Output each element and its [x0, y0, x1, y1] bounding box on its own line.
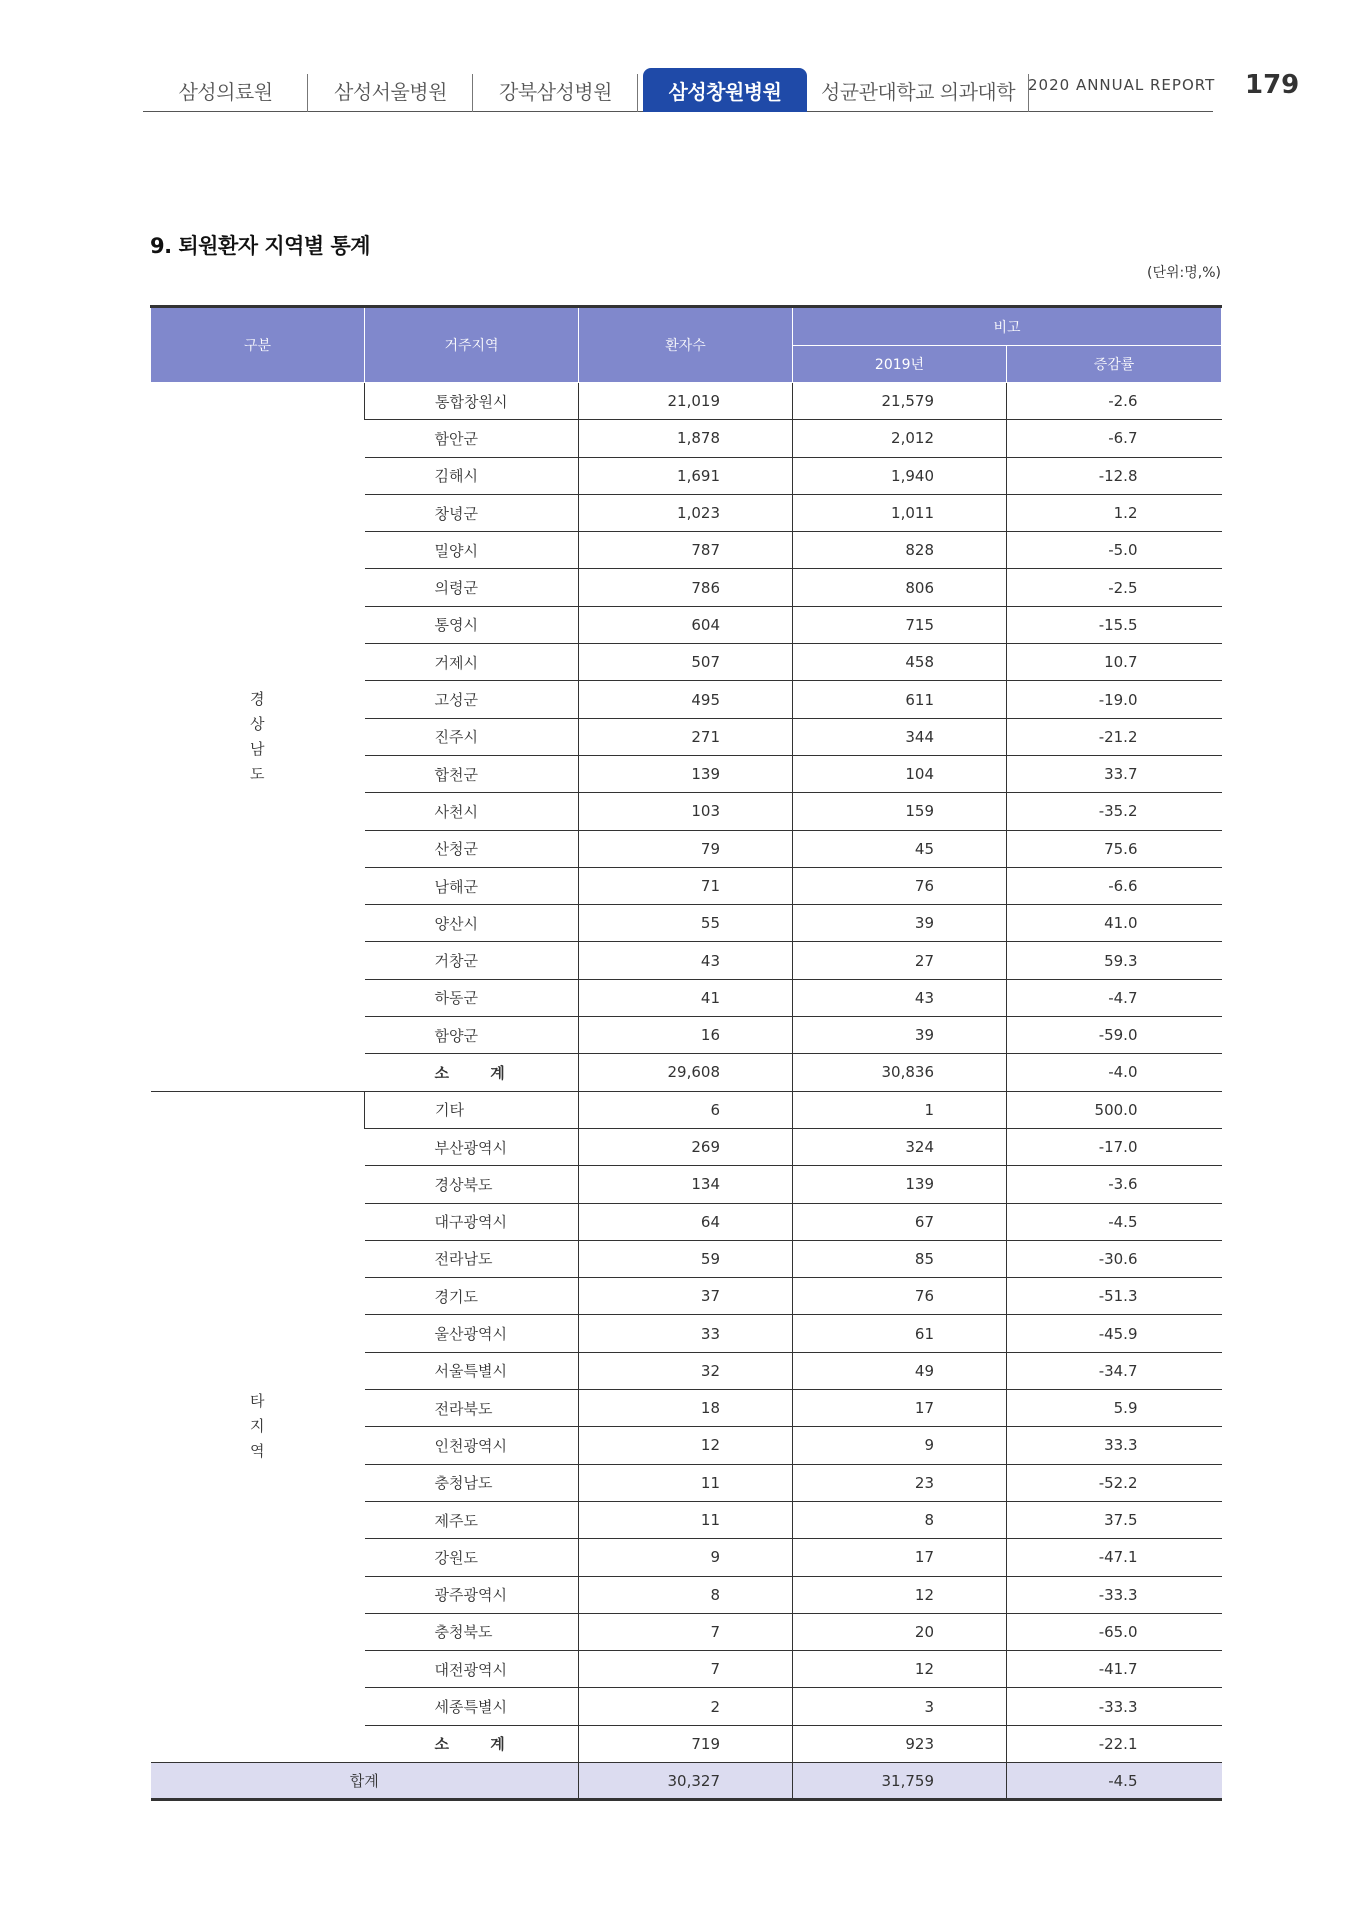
rate-cell: 75.6 [1007, 830, 1222, 867]
rate-cell: -12.8 [1007, 457, 1222, 494]
table-row [151, 383, 1222, 420]
rate-cell: -45.9 [1007, 1315, 1222, 1352]
subtotal-patients: 29,608 [579, 1054, 793, 1091]
region-cell: 부산광역시 [365, 1128, 579, 1165]
region-cell: 통합창원시 [365, 383, 579, 420]
prev-year-cell: 458 [793, 644, 1007, 681]
rate-cell: 33.3 [1007, 1427, 1222, 1464]
rate-cell: -6.7 [1007, 420, 1222, 457]
rate-cell: 5.9 [1007, 1390, 1222, 1427]
rate-cell: -30.6 [1007, 1240, 1222, 1277]
rate-cell: -2.5 [1007, 569, 1222, 606]
region-cell: 거창군 [365, 942, 579, 979]
rate-cell: -19.0 [1007, 681, 1222, 718]
prev-year-cell: 828 [793, 532, 1007, 569]
region-cell: 경기도 [365, 1278, 579, 1315]
tab-label: 강북삼성병원 [499, 79, 612, 104]
region-cell: 기타 [365, 1091, 579, 1128]
header-patients: 환자수 [579, 307, 793, 383]
patients-cell: 9 [579, 1539, 793, 1576]
header-region: 거주지역 [365, 307, 579, 383]
prev-year-cell: 39 [793, 1017, 1007, 1054]
rate-cell: -4.5 [1007, 1203, 1222, 1240]
header-compare: 비고 [793, 307, 1222, 346]
patients-cell: 11 [579, 1501, 793, 1538]
patients-cell: 786 [579, 569, 793, 606]
prev-year-cell: 67 [793, 1203, 1007, 1240]
patients-cell: 787 [579, 532, 793, 569]
rate-cell: -51.3 [1007, 1278, 1222, 1315]
patients-cell: 33 [579, 1315, 793, 1352]
total-row [151, 1762, 1222, 1799]
tab-samsung-medical-center[interactable] [143, 68, 308, 112]
region-cell: 울산광역시 [365, 1315, 579, 1352]
subtotal-label: 소 계 [365, 1725, 579, 1762]
prev-year-cell: 159 [793, 793, 1007, 830]
rate-cell: -15.5 [1007, 606, 1222, 643]
header-category: 구분 [151, 307, 365, 383]
region-cell: 함양군 [365, 1017, 579, 1054]
tab-samsung-changwon-hospital[interactable] [643, 68, 807, 112]
prev-year-cell: 76 [793, 867, 1007, 904]
prev-year-cell: 76 [793, 1278, 1007, 1315]
region-cell: 인천광역시 [365, 1427, 579, 1464]
prev-year-cell: 17 [793, 1539, 1007, 1576]
total-patients: 30,327 [579, 1762, 793, 1799]
rate-cell: -65.0 [1007, 1613, 1222, 1650]
region-cell: 합천군 [365, 755, 579, 792]
region-cell: 제주도 [365, 1501, 579, 1538]
region-cell: 거제시 [365, 644, 579, 681]
rate-cell: -5.0 [1007, 532, 1222, 569]
prev-year-cell: 2,012 [793, 420, 1007, 457]
region-cell: 충청북도 [365, 1613, 579, 1650]
prev-year-cell: 139 [793, 1166, 1007, 1203]
patients-cell: 495 [579, 681, 793, 718]
region-cell: 대전광역시 [365, 1651, 579, 1688]
prev-year-cell: 1 [793, 1091, 1007, 1128]
region-cell: 창녕군 [365, 494, 579, 531]
rate-cell: -2.6 [1007, 383, 1222, 420]
rate-cell: -47.1 [1007, 1539, 1222, 1576]
region-cell: 전라남도 [365, 1240, 579, 1277]
header-2019: 2019년 [793, 346, 1007, 383]
rate-cell: 1.2 [1007, 494, 1222, 531]
patients-cell: 55 [579, 905, 793, 942]
prev-year-cell: 43 [793, 979, 1007, 1016]
patients-cell: 18 [579, 1390, 793, 1427]
rate-cell: 37.5 [1007, 1501, 1222, 1538]
region-cell: 강원도 [365, 1539, 579, 1576]
patients-cell: 32 [579, 1352, 793, 1389]
rate-cell: 10.7 [1007, 644, 1222, 681]
section-title: 9. 퇴원환자 지역별 통계 [150, 234, 371, 258]
prev-year-cell: 45 [793, 830, 1007, 867]
table-row [151, 1091, 1222, 1128]
prev-year-cell: 61 [793, 1315, 1007, 1352]
tab-label: 삼성서울병원 [334, 79, 447, 104]
subtotal-prev-year: 923 [793, 1725, 1007, 1762]
rate-cell: -35.2 [1007, 793, 1222, 830]
region-cell: 김해시 [365, 457, 579, 494]
rate-cell: -33.3 [1007, 1688, 1222, 1725]
prev-year-cell: 715 [793, 606, 1007, 643]
patients-cell: 59 [579, 1240, 793, 1277]
region-cell: 하동군 [365, 979, 579, 1016]
tab-samsung-seoul-hospital[interactable] [308, 68, 473, 112]
annual-report-label: 2020 ANNUAL REPORT [1028, 76, 1216, 94]
rate-cell: -3.6 [1007, 1166, 1222, 1203]
region-cell: 양산시 [365, 905, 579, 942]
rate-cell: -4.7 [1007, 979, 1222, 1016]
patients-cell: 12 [579, 1427, 793, 1464]
patients-cell: 6 [579, 1091, 793, 1128]
rate-cell: -17.0 [1007, 1128, 1222, 1165]
region-cell: 전라북도 [365, 1390, 579, 1427]
patients-cell: 103 [579, 793, 793, 830]
prev-year-cell: 1,011 [793, 494, 1007, 531]
patients-cell: 16 [579, 1017, 793, 1054]
prev-year-cell: 8 [793, 1501, 1007, 1538]
patients-cell: 134 [579, 1166, 793, 1203]
patients-cell: 11 [579, 1464, 793, 1501]
tab-label: 성균관대학교 의과대학 [820, 79, 1016, 104]
tab-kangbuk-samsung-hospital[interactable] [473, 68, 638, 112]
region-cell: 함안군 [365, 420, 579, 457]
total-rate: -4.5 [1007, 1762, 1222, 1799]
patients-cell: 269 [579, 1128, 793, 1165]
table-body [151, 383, 1222, 1800]
subtotal-rate: -4.0 [1007, 1054, 1222, 1091]
region-cell: 고성군 [365, 681, 579, 718]
rate-cell: 33.7 [1007, 755, 1222, 792]
patients-cell: 271 [579, 718, 793, 755]
region-cell: 진주시 [365, 718, 579, 755]
prev-year-cell: 39 [793, 905, 1007, 942]
rate-cell: 59.3 [1007, 942, 1222, 979]
prev-year-cell: 21,579 [793, 383, 1007, 420]
patients-cell: 7 [579, 1651, 793, 1688]
group-label: 타 지 역 [151, 1091, 365, 1762]
prev-year-cell: 12 [793, 1651, 1007, 1688]
patients-cell: 37 [579, 1278, 793, 1315]
discharge-region-table [150, 305, 1222, 1801]
rate-cell: -34.7 [1007, 1352, 1222, 1389]
rate-cell: -6.6 [1007, 867, 1222, 904]
rate-cell: 500.0 [1007, 1091, 1222, 1128]
prev-year-cell: 23 [793, 1464, 1007, 1501]
prev-year-cell: 344 [793, 718, 1007, 755]
prev-year-cell: 1,940 [793, 457, 1007, 494]
group-label: 경 상 남 도 [151, 383, 365, 1092]
patients-cell: 1,878 [579, 420, 793, 457]
rate-cell: -21.2 [1007, 718, 1222, 755]
region-cell: 통영시 [365, 606, 579, 643]
region-cell: 남해군 [365, 867, 579, 904]
page-number: 179 [1245, 70, 1300, 100]
prev-year-cell: 611 [793, 681, 1007, 718]
patients-cell: 1,023 [579, 494, 793, 531]
prev-year-cell: 49 [793, 1352, 1007, 1389]
region-cell: 대구광역시 [365, 1203, 579, 1240]
rate-cell: -33.3 [1007, 1576, 1222, 1613]
region-cell: 밀양시 [365, 532, 579, 569]
region-cell: 산청군 [365, 830, 579, 867]
total-prev-year: 31,759 [793, 1762, 1007, 1799]
region-cell: 의령군 [365, 569, 579, 606]
prev-year-cell: 9 [793, 1427, 1007, 1464]
patients-cell: 604 [579, 606, 793, 643]
region-cell: 광주광역시 [365, 1576, 579, 1613]
subtotal-label: 소 계 [365, 1054, 579, 1091]
patients-cell: 21,019 [579, 383, 793, 420]
header-rate: 증감률 [1007, 346, 1222, 383]
subtotal-rate: -22.1 [1007, 1725, 1222, 1762]
patients-cell: 507 [579, 644, 793, 681]
region-cell: 세종특별시 [365, 1688, 579, 1725]
total-label: 합계 [151, 1762, 579, 1799]
rate-cell: 41.0 [1007, 905, 1222, 942]
unit-label: (단위:명,%) [1147, 265, 1221, 281]
prev-year-cell: 3 [793, 1688, 1007, 1725]
patients-cell: 43 [579, 942, 793, 979]
patients-cell: 139 [579, 755, 793, 792]
patients-cell: 79 [579, 830, 793, 867]
region-cell: 서울특별시 [365, 1352, 579, 1389]
patients-cell: 1,691 [579, 457, 793, 494]
patients-cell: 41 [579, 979, 793, 1016]
patients-cell: 2 [579, 1688, 793, 1725]
region-cell: 사천시 [365, 793, 579, 830]
prev-year-cell: 324 [793, 1128, 1007, 1165]
patients-cell: 64 [579, 1203, 793, 1240]
rate-cell: -52.2 [1007, 1464, 1222, 1501]
prev-year-cell: 12 [793, 1576, 1007, 1613]
subtotal-patients: 719 [579, 1725, 793, 1762]
subtotal-prev-year: 30,836 [793, 1054, 1007, 1091]
patients-cell: 8 [579, 1576, 793, 1613]
rate-cell: -41.7 [1007, 1651, 1222, 1688]
prev-year-cell: 104 [793, 755, 1007, 792]
patients-cell: 71 [579, 867, 793, 904]
rate-cell: -59.0 [1007, 1017, 1222, 1054]
prev-year-cell: 17 [793, 1390, 1007, 1427]
region-cell: 충청남도 [365, 1464, 579, 1501]
patients-cell: 7 [579, 1613, 793, 1650]
tab-label: 삼성창원병원 [668, 79, 782, 104]
tab-skku-medical-school[interactable] [807, 68, 1029, 112]
prev-year-cell: 806 [793, 569, 1007, 606]
tab-label: 삼성의료원 [178, 79, 273, 104]
prev-year-cell: 20 [793, 1613, 1007, 1650]
prev-year-cell: 85 [793, 1240, 1007, 1277]
region-cell: 경상북도 [365, 1166, 579, 1203]
prev-year-cell: 27 [793, 942, 1007, 979]
